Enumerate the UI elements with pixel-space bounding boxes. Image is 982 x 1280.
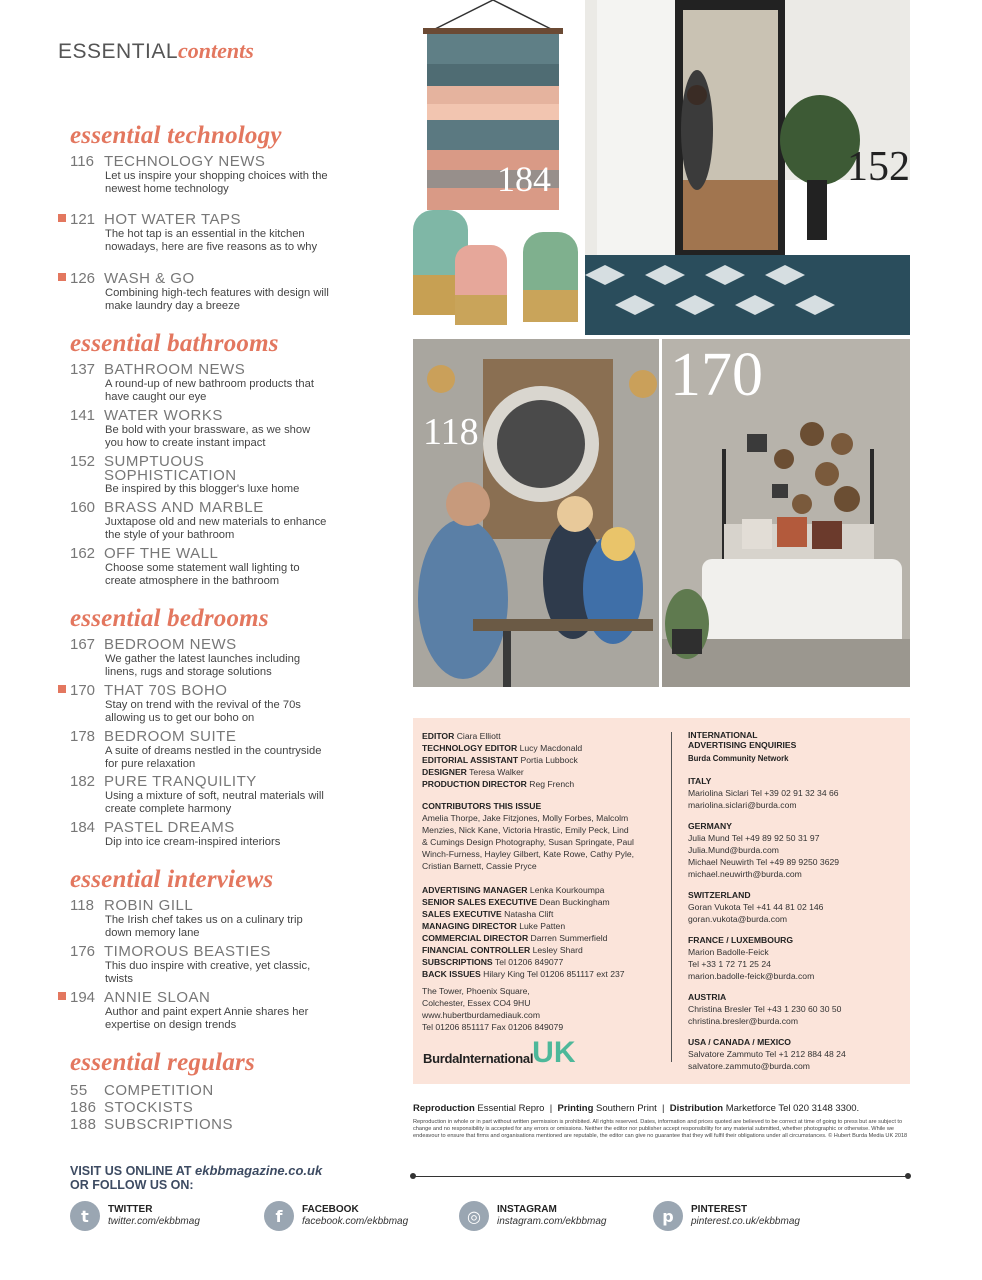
image-hallway[interactable] [585, 0, 910, 335]
marker-square [58, 214, 66, 222]
contact-line: Julia Mund Tel +49 89 92 50 31 97 [688, 833, 820, 843]
rule-end-dot [905, 1173, 911, 1179]
marker-square [58, 273, 66, 281]
visit-online [70, 1164, 322, 1192]
staff-line: SALES EXECUTIVE Natasha Clift [422, 909, 554, 919]
image-page-number: 170 [670, 341, 763, 409]
regular-number: 188 [70, 1116, 97, 1133]
entry-description: Let us inspire your shopping choices with the newest home technology [105, 170, 328, 195]
entry-title: WASH & GO [104, 270, 195, 287]
twitter-icon: t [70, 1201, 100, 1231]
entry-title: PASTEL DREAMS [104, 819, 235, 836]
entry-title: HOT WATER TAPS [104, 211, 242, 228]
section-title-bedrooms: essential bedrooms [70, 605, 269, 632]
contributors-line: & Cumings Design Photography, Susan Springate, Paul [422, 837, 634, 847]
divider-rule [413, 1176, 908, 1177]
entry-number: 152 [70, 453, 96, 470]
staff-line: BACK ISSUES Hilary King Tel 01206 851117 ext 237 [422, 969, 625, 979]
restaurant-illustration [413, 339, 659, 687]
entry-description: Juxtapose old and new materials to enhance the style of your bathroom [105, 516, 327, 541]
staff-line: TECHNOLOGY EDITOR Lucy Macdonald [422, 743, 583, 753]
entry-title: SUMPTUOUS SOPHISTICATION [104, 453, 237, 484]
country-name: GERMANY [688, 821, 732, 831]
entry-number: 178 [70, 728, 96, 745]
legal-disclaimer: Reproduction in whole or in part without written permission is prohibited. All rights reserved. Dates, information and prices quoted are believed to be correct at time of going to press but are subject to change and no responsibility is accepted for any errors or omissions. Neither the editor nor publisher accept responsibility for any material submitted, whether photographic or otherwise. While we endeavour to ensure that firms and organisations mentioned are reputable, the editor can give no guarantee that they will fulfil their obligations under all circumstances. © Hubert Burda Media UK 2018 [413, 1119, 908, 1140]
staff-line: EDITOR Ciara Elliott [422, 731, 501, 741]
entry-number: 194 [70, 989, 96, 1006]
entry-121[interactable] [70, 211, 330, 253]
facebook-icon: f [264, 1201, 294, 1231]
contact-email[interactable]: mariolina.siclari@burda.com [688, 800, 797, 810]
contact-line: Christina Bresler Tel +43 1 230 60 30 50 [688, 1004, 842, 1014]
entry-162[interactable] [70, 545, 330, 587]
staff-line: ADVERTISING MANAGER Lenka Kourkoumpa [422, 885, 605, 895]
entry-description: A round-up of new bathroom products that have caught our eye [105, 378, 314, 403]
entry-170[interactable] [70, 682, 330, 724]
entry-description: Be inspired by this blogger's luxe home [105, 483, 300, 495]
entry-167[interactable] [70, 636, 330, 678]
section-title-technology: essential technology [70, 122, 282, 149]
entry-number: 176 [70, 943, 96, 960]
entry-176[interactable] [70, 943, 330, 985]
visit-label: VISIT US ONLINE AT [70, 1164, 192, 1178]
staff-line: EDITORIAL ASSISTANT Portia Lubbock [422, 755, 578, 765]
address-block [422, 985, 563, 1033]
entry-title: BATHROOM NEWS [104, 361, 246, 378]
entry-description: The hot tap is an essential in the kitchen nowadays, here are five reasons as to why [105, 228, 318, 253]
entry-description: The Irish chef takes us on a culinary trip down memory lane [105, 914, 303, 939]
entry-160[interactable] [70, 499, 330, 541]
entry-title: ROBIN GILL [104, 897, 194, 914]
entry-description: Author and paint expert Annie shares her expertise on design trends [105, 1006, 309, 1031]
entry-number: 170 [70, 682, 96, 699]
entry-182[interactable] [70, 773, 330, 815]
social-twitter[interactable] [70, 1201, 200, 1231]
country-name: ITALY [688, 776, 712, 786]
entry-title: BRASS AND MARBLE [104, 499, 264, 516]
social-facebook[interactable] [264, 1201, 408, 1231]
marker-square [58, 992, 66, 1000]
column-divider [671, 732, 672, 1062]
section-title-bathrooms: essential bathrooms [70, 330, 279, 357]
website-link[interactable]: www.hubertburdamediauk.com [422, 1010, 540, 1020]
burda-logo: BurdaInternational UK [423, 1036, 576, 1069]
staff-list [422, 730, 582, 790]
contributors-line: Menzies, Nick Kane, Victoria Hrastic, Emily Peck, Lind [422, 825, 629, 835]
image-wall-hanging-vases[interactable] [393, 0, 583, 335]
entry-title: OFF THE WALL [104, 545, 219, 562]
image-page-number: 184 [497, 159, 551, 199]
section-title-regulars: essential regulars [70, 1049, 255, 1076]
entry-number: 160 [70, 499, 96, 516]
entry-178[interactable] [70, 728, 330, 770]
entry-number: 116 [70, 153, 94, 170]
pinterest-icon: p [653, 1201, 683, 1231]
staff-line: SUBSCRIPTIONS Tel 01206 849077 [422, 957, 564, 967]
entry-title: THAT 70S BOHO [104, 682, 228, 699]
contributors-line: Cristian Barnett, Cassie Pryce [422, 861, 537, 871]
credits-box [413, 718, 910, 1084]
contributors [422, 800, 634, 872]
business-staff-list [422, 884, 625, 980]
entry-title: ANNIE SLOAN [104, 989, 211, 1006]
header-plain: ESSENTIAL [58, 40, 179, 63]
entry-number: 137 [70, 361, 96, 378]
regular-title: SUBSCRIPTIONS [104, 1116, 234, 1133]
print-credits: Reproduction Essential Repro | Printing Southern Print | Distribution Marketforce Tel 020 3148 3300. [413, 1103, 860, 1114]
staff-line: DESIGNER Teresa Walker [422, 767, 524, 777]
regular-item[interactable] [70, 1099, 193, 1116]
entry-141[interactable] [70, 407, 330, 449]
entry-description: A suite of dreams nestled in the countryside for pure relaxation [105, 745, 322, 770]
entry-184[interactable] [70, 819, 330, 849]
contact-email[interactable]: marion.badolle-feick@burda.com [688, 971, 815, 981]
social-handle[interactable]: facebook.com/ekbbmag [302, 1216, 409, 1227]
entry-description: We gather the latest launches including linens, rugs and storage solutions [105, 653, 301, 678]
entry-title: TECHNOLOGY NEWS [104, 153, 266, 170]
follow-label: OR FOLLOW US ON: [70, 1178, 194, 1192]
contact-line: Mariolina Siclari Tel +39 02 91 32 34 66 [688, 788, 839, 798]
entry-description: Combining high-tech features with design will make laundry day a breeze [105, 287, 329, 312]
international-enquiries [688, 730, 903, 1072]
entry-194[interactable] [70, 989, 330, 1031]
contact-email[interactable]: salvatore.zammuto@burda.com [688, 1061, 810, 1071]
social-pinterest[interactable] [653, 1201, 800, 1231]
staff-line: FINANCIAL CONTROLLER Lesley Shard [422, 945, 583, 955]
social-label: PINTEREST [691, 1204, 748, 1215]
country-name: USA / CANADA / MEXICO [688, 1037, 791, 1047]
intl-title: INTERNATIONAL [688, 730, 758, 740]
entry-number: 141 [70, 407, 96, 424]
contributors-label: CONTRIBUTORS THIS ISSUE [422, 801, 542, 811]
address-line: Colchester, Essex CO4 9HU [422, 998, 531, 1008]
staff-line: PRODUCTION DIRECTOR Reg French [422, 779, 575, 789]
regular-title: COMPETITION [104, 1082, 214, 1099]
marker-square [58, 685, 66, 693]
contact-line: Tel +33 1 72 71 25 24 [688, 959, 771, 969]
entry-number: 162 [70, 545, 96, 562]
address-line: The Tower, Phoenix Square, [422, 986, 530, 996]
regular-title: STOCKISTS [104, 1099, 194, 1116]
image-page-number: 152 [847, 144, 910, 190]
social-handle[interactable]: twitter.com/ekbbmag [108, 1216, 200, 1227]
entry-number: 184 [70, 819, 96, 836]
entry-number: 121 [70, 211, 96, 228]
entry-number: 182 [70, 773, 96, 790]
entry-title: BEDROOM SUITE [104, 728, 237, 745]
instagram-icon: ◎ [459, 1201, 489, 1231]
phone-line: Tel 01206 851117 Fax 01206 849079 [422, 1022, 564, 1032]
social-label: TWITTER [108, 1204, 153, 1215]
page-header [58, 38, 254, 64]
country-name: AUSTRIA [688, 992, 727, 1002]
intl-network: Burda Community Network [688, 754, 789, 763]
entry-title: BEDROOM NEWS [104, 636, 237, 653]
entry-number: 126 [70, 270, 96, 287]
contact-email[interactable]: Julia.Mund@burda.com [688, 845, 779, 855]
social-label: FACEBOOK [302, 1204, 359, 1215]
regular-item[interactable] [70, 1082, 214, 1099]
entry-number: 118 [70, 897, 94, 914]
entry-title: PURE TRANQUILITY [104, 773, 257, 790]
staff-line: COMMERCIAL DIRECTOR Darren Summerfield [422, 933, 608, 943]
contact-line: Salvatore Zammuto Tel +1 212 884 48 24 [688, 1049, 846, 1059]
contact-email[interactable]: michael.neuwirth@burda.com [688, 869, 802, 879]
staff-line: SENIOR SALES EXECUTIVE Dean Buckingham [422, 897, 610, 907]
staff-line: MANAGING DIRECTOR Luke Patten [422, 921, 566, 931]
wall-hanging-illustration [393, 0, 583, 335]
intl-subtitle: ADVERTISING ENQUIRIES [688, 740, 797, 750]
entry-description: Choose some statement wall lighting to create atmosphere in the bathroom [105, 562, 300, 587]
social-instagram[interactable] [459, 1201, 607, 1231]
contact-line: Michael Neuwirth Tel +49 89 9250 3629 [688, 857, 840, 867]
image-family-restaurant[interactable] [413, 339, 659, 687]
entry-152[interactable] [70, 453, 330, 496]
entry-description: Stay on trend with the revival of the 70s allowing us to get our boho on [105, 699, 301, 724]
entry-title: WATER WORKS [104, 407, 223, 424]
contributors-line: Amelia Thorpe, Jake Fitzjones, Molly Forbes, Malcolm [422, 813, 629, 823]
country-name: SWITZERLAND [688, 890, 751, 900]
regular-number: 186 [70, 1099, 97, 1116]
website-url[interactable]: ekbbmagazine.co.uk [195, 1163, 323, 1178]
entry-116[interactable] [70, 153, 330, 195]
contact-line: Marion Badolle-Feick [688, 947, 769, 957]
social-label: INSTAGRAM [497, 1204, 557, 1215]
contributors-line: Winch-Furness, Hayley Gilbert, Kate Rowe, Cathy Pyle, [422, 849, 635, 859]
image-page-number: 118 [423, 411, 479, 453]
entry-118[interactable] [70, 897, 330, 939]
contact-line: Goran Vukota Tel +41 44 81 02 146 [688, 902, 824, 912]
header-italic: contents [178, 38, 254, 63]
entry-description: Dip into ice cream-inspired interiors [105, 836, 281, 848]
regular-number: 55 [70, 1082, 88, 1099]
social-handle[interactable]: pinterest.co.uk/ekbbmag [691, 1216, 800, 1227]
entry-description: Using a mixture of soft, neutral materials will create complete harmony [105, 790, 324, 815]
contact-email[interactable]: christina.bresler@burda.com [688, 1016, 798, 1026]
section-title-interviews: essential interviews [70, 866, 274, 893]
entry-description: This duo inspire with creative, yet classic, twists [105, 960, 311, 985]
contact-email[interactable]: goran.vukota@burda.com [688, 914, 788, 924]
entry-description: Be bold with your brassware, as we show you how to create instant impact [105, 424, 311, 449]
image-boho-bedroom[interactable] [662, 339, 910, 687]
country-name: FRANCE / LUXEMBOURG [688, 935, 794, 945]
entry-title: TIMOROUS BEASTIES [104, 943, 271, 960]
regular-item[interactable] [70, 1116, 233, 1133]
entry-137[interactable] [70, 361, 330, 403]
social-handle[interactable]: instagram.com/ekbbmag [497, 1216, 607, 1227]
entry-126[interactable] [70, 270, 330, 312]
entry-number: 167 [70, 636, 96, 653]
